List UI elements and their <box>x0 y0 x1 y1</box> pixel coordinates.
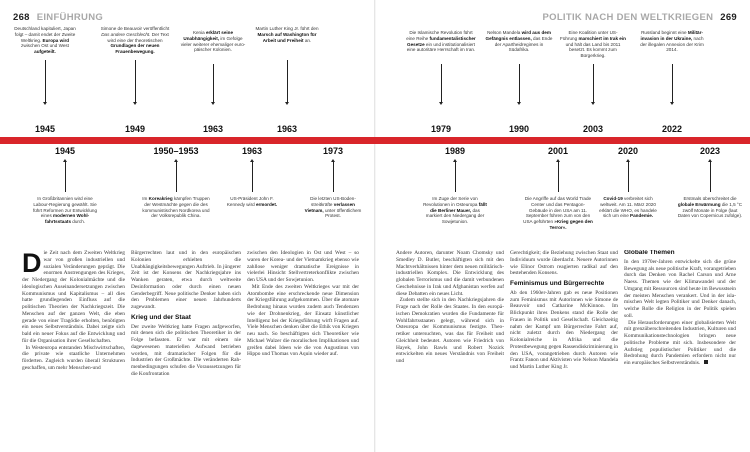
timeline-event-top: Eine Koalition unter US-Führung marschiert im Irak ein und hält das Land bis 2011 besetzt. Es kommt zum Bürgerkrieg. <box>560 30 626 59</box>
timeline-year-top: 1990 <box>508 124 530 134</box>
timeline-year-bottom: 2001 <box>547 146 569 156</box>
timeline-year-top: 1963 <box>276 124 298 134</box>
text-column: Andere Autoren, darunter Noam Chomsky und Smedley D. Butler, beschäftigten sich mit den Machtverhältnissen hinter dem neuen militärisch-industriellen Komplex. Die Entwicklung des globalen Terrorismus und die damit verbundenen Geschehnisse in Irak und Afghanistan werfen auf diese Debatten ein neues Licht. Zudem stellte sich in den Nachkriegsjahren die Frage nach der Rolle des Staates. In den europäischen Demokratien wurden die Fundamente für Wohlfahrtsstaaten gelegt, während sich in Osteuropa der Kommunismus festigte. Theoretiker untersuchten, was das für Freiheit und Gleichheit bedeutet. Autoren wie Friedrich von Hayek, John Rawls und Robert Nozick entwickelten ein neues Verständnis von Freiheit und <box>396 250 504 364</box>
timeline-arrow <box>672 64 673 102</box>
timeline-arrow <box>710 162 711 192</box>
timeline-event-bottom: Die letzten US-Bodenstreitkräfte verlassen Vietnam, unter öffentlichem Protest. <box>304 196 362 219</box>
timeline-arrow <box>558 162 559 192</box>
page-header-right <box>543 12 738 23</box>
timeline-year-bottom: 1950–1953 <box>153 146 199 156</box>
timeline-year-top: 2022 <box>661 124 683 134</box>
timeline-arrow <box>441 64 442 102</box>
timeline-arrow <box>593 64 594 102</box>
timeline-arrow <box>519 64 520 102</box>
timeline-event-top: Kenia erklärt seine Unabhängigkeit, im Gefolge vieler weiterer ehemaliger europäischer Kolonien. <box>180 30 246 53</box>
section-title-left: EINFÜHRUNG <box>36 12 104 23</box>
timeline-arrow <box>287 60 288 102</box>
timeline-event-bottom: In Großbritannien wird eine Labour-Regierung gewählt. Sie führt Reformen zur Entwicklung eines modernen Wohlfahrtsstaats durch. <box>32 196 98 225</box>
page-number-left: 268 <box>13 12 30 23</box>
page-header-left <box>13 12 103 23</box>
timeline-year-bottom: 1973 <box>322 146 344 156</box>
timeline-event-bottom: Erstmals überschreitet die globale Erwärmung die 1,5 °C zwölf Monate in Folge (laut Daten von Copernicus zufolge). <box>677 196 743 219</box>
section-title-right: POLITIK NACH DEN WELTKRIEGEN <box>542 12 714 23</box>
timeline-event-bottom: Die Angriffe auf das World Trade Center und das Pentagon-Gebäude in den USA am 11. September führen zum von den USA geführten »Krieg gegen den Terror«. <box>523 196 593 230</box>
timeline-arrow <box>455 162 456 192</box>
timeline-arrow <box>252 162 253 192</box>
timeline-event-top: Simone de Beauvoir veröffentlicht Das andere Geschlecht. Der Text wird eine der theoretischen Grundlagen der neuen Frauenbewegung. <box>100 26 170 55</box>
timeline-arrow <box>213 64 214 102</box>
timeline-year-bottom: 2020 <box>617 146 639 156</box>
text-column: Die Zeit nach dem Zweiten Weltkrieg war von großen industriellen und sozialen Veränderungen geprägt. Die enormen Anstrengungen des Krieges, der Niedergang der Kolonialmächte und die ideologischen Auseinandersetzungen zwischen Kommunismus und Kapitalismus – all dies hatte grundlegenden Einfluss auf die politischen Theorien der Nachkriegszeit. Die Menschen auf der ganzen Welt, die eben gerade von einer Tragödie erholten, benötigten ein neues Selbstverständnis. Dabei zeigte sich bald ein neuer Fokus auf die Entwicklung und für die Organisation ihrer Gesellschaften. In Westeuropa entstanden Mischwirtschaften, die private wie staatliche Unternehmen förderten. Zugleich wurden überall Strukturen geschaffen, um mehr Menschen-und <box>22 250 125 371</box>
text-column: zwischen den Ideologien in Ost und West – so waren der Korea- und der Vietnamkrieg ebenso wie zahllose weniger dramatische Ereignisse in vielerlei Hinsicht Stellvertreterkonflikte zwischen den USA und der Sowjetunion. Mit Ende des zweiten Weltkrieges war mit der Atombombe eine erschreckende neue Dimension der Kriegsführung aufgekommen. Über die atomare Bedrohung hinaus wurden zudem auch Tendenzen wie der Drohnenkrieg, der Einsatz künstlicher Intelligenz bei der Kriegsführung wirft Fragen auf. Viele Menschen denken über die Ethik von Kriegen neu nach. So beschäftigten sich Theoretiker wie Michael Walzer die moralischen Implikationen und greifen dabei Ideen wie die von Augustinus von Hippo und Thomas von Aquin wieder auf. <box>247 250 359 358</box>
text-column: Globale Themen In den 1970er-Jahren entwickelte sich die grüne Bewegung als neue politische Kraft, vorangetrieben durch das Denken von Rachel Carson und Arne Naess. Themen wie der Klimawandel und der Umgang mit Ressourcen sind heute im Bewusstsein der meisten Menschen verankert. Und in der islamischen Welt legten Politiker und Denker danach, welche Rolle die Religion in der Politik spielen soll. Die Herausforderungen einer globalisierten Welt mit grenzüberschreitenden Industrien, Kulturen und Kommunikationstechnologien bringen neue politische Probleme mit sich. Insbesondere der Aufstieg populistischer Politiker und die Bedrohung durch Pandemien erfordern nicht nur ein europäisches Selbstverständnis. <box>624 250 736 366</box>
timeline-arrow <box>628 162 629 192</box>
timeline-year-top: 1945 <box>34 124 56 134</box>
timeline-arrow <box>333 162 334 192</box>
timeline-year-top: 2003 <box>582 124 604 134</box>
page-number-right: 269 <box>720 12 737 23</box>
timeline-year-top: 1979 <box>430 124 452 134</box>
timeline-event-top: Martin Luther King Jr. führt den Marsch auf Washington für Arbeit und Freiheit an. <box>255 26 319 43</box>
timeline-event-bottom: Im Zuge der Serie von Revolutionen in Osteuropa fällt die Berliner Mauer, das markiert den Niedergang der Sowjetunion. <box>423 196 487 225</box>
book-gutter <box>374 0 376 452</box>
timeline-year-top: 1963 <box>202 124 224 134</box>
timeline-arrow <box>65 162 66 192</box>
timeline-event-top: Russland beginnt eine Militärinvasion in der Ukraine, nach der illegalen Annexion der Krim 2014. <box>640 30 704 53</box>
text-column: Gerechtigkeit; die Beziehung zwischen Staat und Individuum wurde überdacht. Neuere Autorinnen wie Elinor Ostrom reagierten radikal auf den bestehenden Konsens. Feminismus und Bürgerrechte Ab den 1960er-Jahren gab es neue Positionen zum Feminismus mit Autorinnen wie Simone de Beauvoir und Catharine McKinnon. Im Blickpunkt ihres Denkens stand die Rolle der Frauen in Politik und Gesellschaft. Gleichzeitig nahm der Kampf um Bürgerrechte Fahrt auf, nicht zuletzt durch den Niedergang der Kolonialreiche in Afrika und die Protestbewegung gegen Rassendiskriminierung in den USA, vorangetrieben durch Autoren wie Frantz Fanon und Aktivisten wie Nelson Mandela und Martin Luther King Jr. <box>510 250 618 370</box>
timeline-year-bottom: 1963 <box>241 146 263 156</box>
timeline-bar <box>0 137 750 144</box>
timeline-year-bottom: 2023 <box>699 146 721 156</box>
timeline-event-top: Deutschland kapituliert, Japan folgt – damit endet der Zweite Weltkrieg. Europa wird zwischen Ost und West aufgeteilt. <box>14 26 76 55</box>
timeline-arrow <box>176 162 177 192</box>
timeline-event-bottom: Im Koreakrieg kämpfen Truppen der Westmächte gegen die des kommunistischen Nordkorea und der Volksrepublik China. <box>142 196 210 219</box>
timeline-year-top: 1949 <box>124 124 146 134</box>
timeline-year-bottom: 1989 <box>444 146 466 156</box>
timeline-event-bottom: Covid-19 verbreitet sich weltweit. Am 11. März 2020 erklärt die WHO, es handele sich um eine Pandemie. <box>599 196 657 219</box>
text-column: Bürgerrechten laut und in den europäischen Kolonien erhielten die Unabhängigkeitsbewegungen Auftrieb. In jüngerer Zeit ist der Konsens der Nachkriegsjahre ins Wanken geraten, etwa durch weltweite Desinformation oder durch einen neuen Genderbegriff. Neue politische Denker haben sich den Problemen einer neuen Jahrhunderts zugewandt. Krieg und der Staat Der zweite Weltkrieg hatte Fragen aufgeworfen, mit denen sich die politischen Theoretiker in der Folge befassten. Er war mit einem nie dagewesenen materiellen Aufwand betrieben worden, mit dramatischer Folgen für die Industrien der Großmächte. Die veränderten Rahmenbedingungen schufen die Voraussetzungen für die Konfrontation <box>131 250 241 377</box>
timeline-event-bottom: US-Präsident John F. Kennedy wird ermordet. <box>226 196 278 207</box>
timeline-event-top: Nelson Mandela wird aus dem Gefängnis entlassen, das Ende der Apartheidregimes in Südafrika. <box>485 30 553 53</box>
timeline-arrow <box>45 60 46 102</box>
timeline-year-bottom: 1945 <box>54 146 76 156</box>
timeline-arrow <box>135 60 136 102</box>
timeline-event-top: Die Islamische Revolution führt eine Reihe fundamentalistischer Gesetze ein und institutionalisiert eine autoritäre Herrschaft im Iran. <box>406 30 476 53</box>
